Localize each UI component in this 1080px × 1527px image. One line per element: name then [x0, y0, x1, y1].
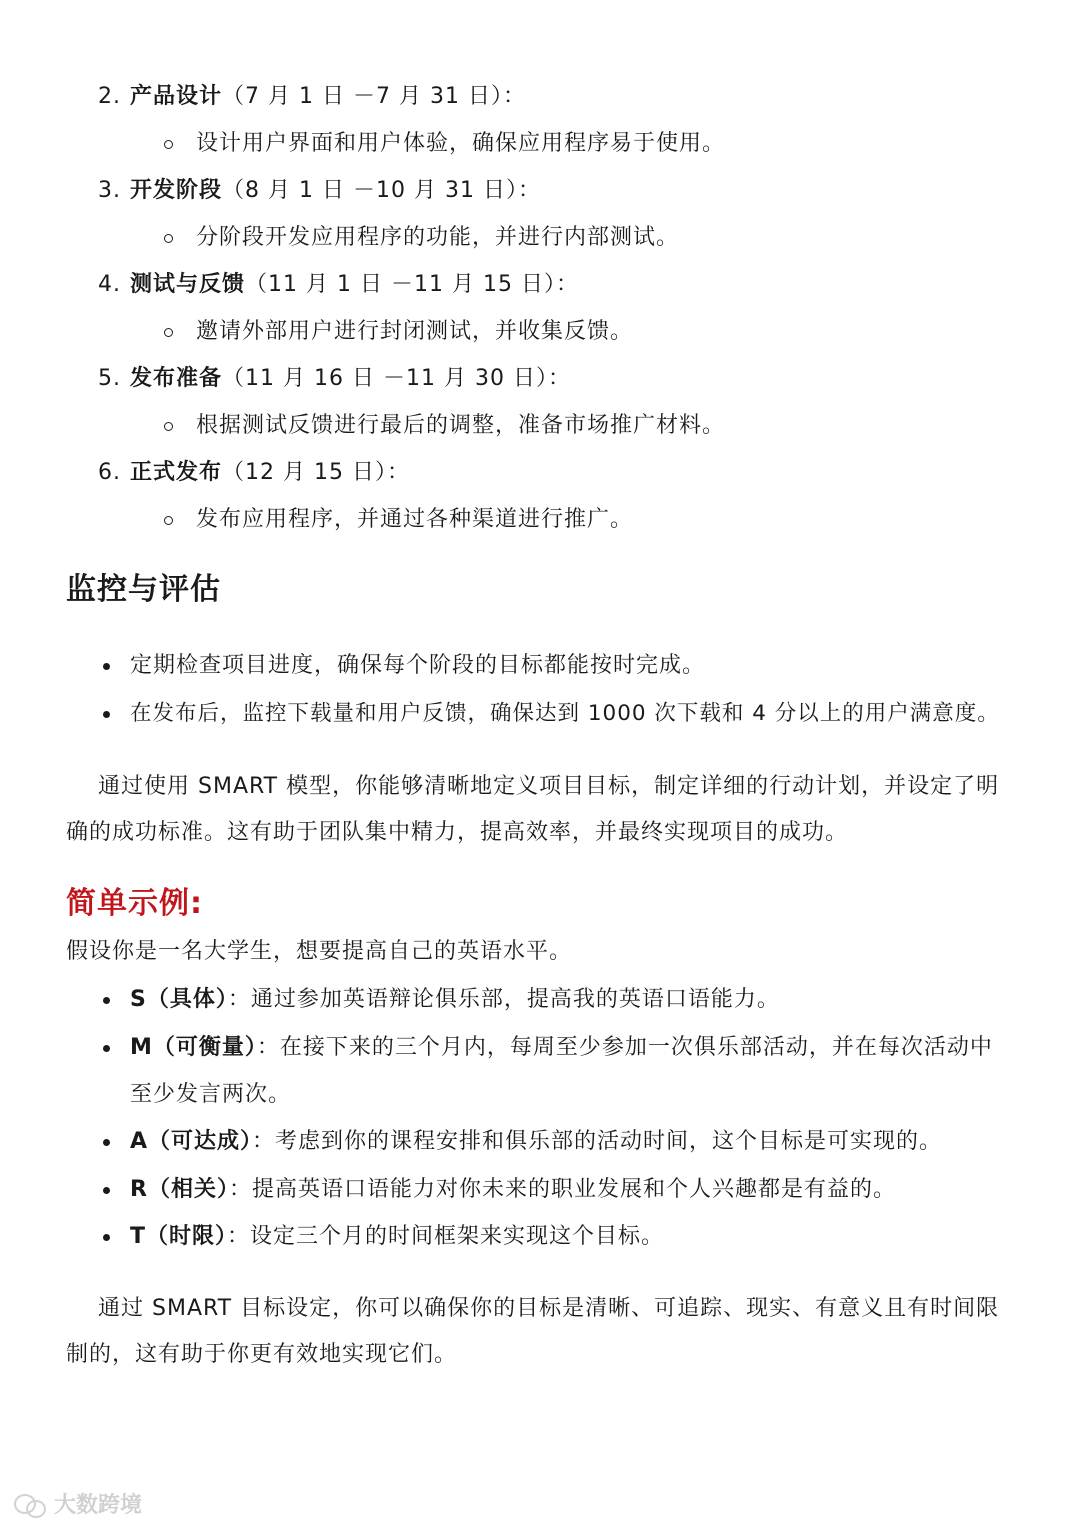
example-item	[130, 1222, 664, 1252]
phase-title: 测试与反馈	[130, 272, 246, 297]
phase-detail: 分阶段开发应用程序的功能，并进行内部测试。	[196, 225, 680, 250]
phase-title: 正式发布	[130, 460, 223, 485]
closing-paragraph-line: 通过 SMART 目标设定，你可以确保你的目标是清晰、可追踪、现实、有意义且有时间限	[98, 1296, 1000, 1321]
phase-date: （11 月 16 日 －11 月 30 日）：	[222, 366, 571, 391]
smart-label: M（可衡量）	[130, 1035, 257, 1060]
phase-item	[98, 458, 410, 488]
watermark-text: 大数跨境	[54, 1493, 143, 1518]
example-intro: 假设你是一名大学生，想要提高自己的英语水平。	[66, 939, 573, 964]
example-item	[130, 1033, 993, 1063]
section-heading-monitoring: 监控与评估	[66, 572, 221, 607]
phase-date: （7 月 1 日 －7 月 31 日）：	[222, 84, 526, 109]
phase-title: 产品设计	[130, 84, 223, 109]
circle-bullet-icon	[164, 234, 173, 243]
phase-detail: 邀请外部用户进行封闭测试，并收集反馈。	[196, 319, 634, 344]
phase-detail: 根据测试反馈进行最后的调整，准备市场推广材料。	[196, 413, 726, 438]
smart-text: ：考虑到你的课程安排和俱乐部的活动时间，这个目标是可实现的。	[252, 1129, 943, 1154]
dot-bullet-icon	[103, 1187, 110, 1194]
watermark	[14, 1488, 142, 1519]
dot-bullet-icon	[103, 1045, 110, 1052]
smart-text: ：通过参加英语辩论俱乐部，提高我的英语口语能力。	[227, 987, 780, 1012]
phase-item	[98, 270, 579, 300]
phase-date: （8 月 1 日 －10 月 31 日）：	[222, 178, 541, 203]
wechat-logo-icon	[14, 1492, 48, 1516]
smart-text: ：在接下来的三个月内，每周至少参加一次俱乐部活动，并在每次活动中	[256, 1035, 993, 1060]
phase-title: 发布准备	[130, 366, 223, 391]
circle-bullet-icon	[164, 328, 173, 337]
smart-text: ：提高英语口语能力对你未来的职业发展和个人兴趣都是有益的。	[228, 1177, 896, 1202]
summary-paragraph-line: 通过使用 SMART 模型，你能够清晰地定义项目目标，制定详细的行动计划，并设定了明	[98, 774, 1000, 799]
example-item-continuation: 至少发言两次。	[130, 1082, 292, 1107]
example-item	[130, 1127, 942, 1157]
phase-detail: 发布应用程序，并通过各种渠道进行推广。	[196, 507, 634, 532]
phase-date: （11 月 1 日 －11 月 15 日）：	[245, 272, 579, 297]
dot-bullet-icon	[103, 711, 110, 718]
phase-number: 4.	[98, 272, 121, 297]
phase-item	[98, 82, 526, 112]
phase-title: 开发阶段	[130, 178, 223, 203]
circle-bullet-icon	[164, 422, 173, 431]
phase-number: 3.	[98, 178, 121, 203]
example-item	[130, 985, 780, 1015]
phase-number: 6.	[98, 460, 121, 485]
dot-bullet-icon	[103, 997, 110, 1004]
dot-bullet-icon	[103, 1234, 110, 1241]
phase-item	[98, 364, 571, 394]
summary-paragraph-line: 确的成功标准。这有助于团队集中精力，提高效率，并最终实现项目的成功。	[66, 820, 849, 845]
closing-paragraph-line: 制的，这有助于你更有效地实现它们。	[66, 1342, 458, 1367]
smart-label: T（时限）	[130, 1224, 228, 1249]
example-item	[130, 1175, 896, 1205]
smart-label: S（具体）	[130, 987, 228, 1012]
monitoring-item: 定期检查项目进度，确保每个阶段的目标都能按时完成。	[130, 653, 706, 678]
dot-bullet-icon	[103, 663, 110, 670]
smart-label: A（可达成）	[130, 1129, 253, 1154]
circle-bullet-icon	[164, 140, 173, 149]
dot-bullet-icon	[103, 1139, 110, 1146]
phase-item	[98, 176, 541, 206]
monitoring-item: 在发布后，监控下载量和用户反馈，确保达到 1000 次下载和 4 分以上的用户满意度。	[130, 701, 1000, 726]
phase-date: （12 月 15 日）：	[222, 460, 410, 485]
circle-bullet-icon	[164, 516, 173, 525]
phase-number: 2.	[98, 84, 121, 109]
section-heading-example: 简单示例:	[66, 886, 203, 921]
smart-label: R（相关）	[130, 1177, 229, 1202]
phase-number: 5.	[98, 366, 121, 391]
phase-detail: 设计用户界面和用户体验，确保应用程序易于使用。	[196, 131, 726, 156]
smart-text: ：设定三个月的时间框架来实现这个目标。	[227, 1224, 665, 1249]
